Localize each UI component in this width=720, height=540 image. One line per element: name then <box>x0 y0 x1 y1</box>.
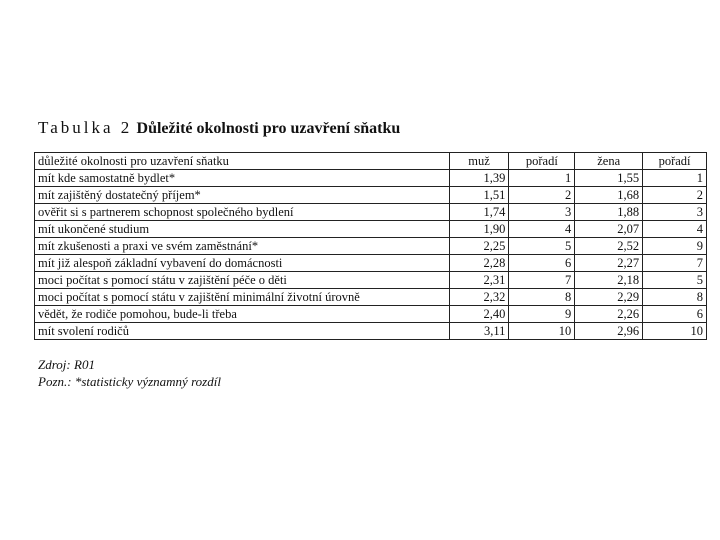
cell-men-rank: 6 <box>509 255 575 272</box>
cell-men-mean: 3,11 <box>449 323 509 340</box>
data-table <box>34 152 707 340</box>
table-row <box>35 323 707 340</box>
cell-women-mean: 1,55 <box>575 170 643 187</box>
cell-men-mean: 2,25 <box>449 238 509 255</box>
header-women-rank: pořadí <box>643 153 707 170</box>
table-number-label: Tabulka 2 <box>38 118 133 137</box>
cell-women-rank: 9 <box>643 238 707 255</box>
cell-women-rank: 6 <box>643 306 707 323</box>
source-note: Zdroj: R01 <box>38 357 95 372</box>
cell-women-rank: 4 <box>643 221 707 238</box>
cell-circumstance: moci počítat s pomocí státu v zajištění péče o děti <box>35 272 450 289</box>
cell-women-mean: 2,96 <box>575 323 643 340</box>
cell-women-rank: 5 <box>643 272 707 289</box>
table-notes <box>38 356 221 390</box>
cell-women-rank: 3 <box>643 204 707 221</box>
table-row <box>35 255 707 272</box>
cell-men-rank: 7 <box>509 272 575 289</box>
cell-men-mean: 1,39 <box>449 170 509 187</box>
cell-circumstance: mít kde samostatně bydlet* <box>35 170 450 187</box>
cell-men-mean: 1,51 <box>449 187 509 204</box>
cell-men-mean: 2,28 <box>449 255 509 272</box>
cell-men-mean: 1,90 <box>449 221 509 238</box>
cell-circumstance: mít již alespoň základní vybavení do domácnosti <box>35 255 450 272</box>
cell-men-mean: 1,74 <box>449 204 509 221</box>
table-row <box>35 187 707 204</box>
cell-women-rank: 1 <box>643 170 707 187</box>
significance-note: Pozn.: *statisticky významný rozdíl <box>38 374 221 389</box>
cell-men-mean: 2,32 <box>449 289 509 306</box>
cell-circumstance: mít zkušenosti a praxi ve svém zaměstnání* <box>35 238 450 255</box>
header-women: žena <box>575 153 643 170</box>
cell-circumstance: mít ukončené studium <box>35 221 450 238</box>
header-circumstance: důležité okolnosti pro uzavření sňatku <box>35 153 450 170</box>
cell-men-mean: 2,31 <box>449 272 509 289</box>
cell-men-rank: 5 <box>509 238 575 255</box>
cell-women-rank: 2 <box>643 187 707 204</box>
cell-men-rank: 3 <box>509 204 575 221</box>
cell-circumstance: moci počítat s pomocí státu v zajištění minimální životní úrovně <box>35 289 450 306</box>
table-body <box>35 170 707 340</box>
cell-women-mean: 2,07 <box>575 221 643 238</box>
table-row <box>35 306 707 323</box>
cell-women-rank: 7 <box>643 255 707 272</box>
cell-men-rank: 10 <box>509 323 575 340</box>
table-row <box>35 221 707 238</box>
cell-men-rank: 9 <box>509 306 575 323</box>
cell-circumstance: ověřit si s partnerem schopnost společného bydlení <box>35 204 450 221</box>
cell-men-rank: 8 <box>509 289 575 306</box>
cell-women-mean: 2,18 <box>575 272 643 289</box>
table-row <box>35 204 707 221</box>
table-row <box>35 170 707 187</box>
table-row <box>35 289 707 306</box>
cell-circumstance: mít zajištěný dostatečný příjem* <box>35 187 450 204</box>
cell-circumstance: vědět, že rodiče pomohou, bude-li třeba <box>35 306 450 323</box>
table-header-row <box>35 153 707 170</box>
table-row <box>35 272 707 289</box>
table-row <box>35 238 707 255</box>
cell-women-rank: 10 <box>643 323 707 340</box>
cell-women-mean: 1,68 <box>575 187 643 204</box>
cell-women-mean: 2,27 <box>575 255 643 272</box>
cell-women-rank: 8 <box>643 289 707 306</box>
cell-men-rank: 1 <box>509 170 575 187</box>
cell-women-mean: 2,52 <box>575 238 643 255</box>
header-men: muž <box>449 153 509 170</box>
header-men-rank: pořadí <box>509 153 575 170</box>
table-caption <box>38 118 400 138</box>
cell-women-mean: 1,88 <box>575 204 643 221</box>
cell-circumstance: mít svolení rodičů <box>35 323 450 340</box>
cell-men-rank: 2 <box>509 187 575 204</box>
cell-women-mean: 2,26 <box>575 306 643 323</box>
cell-men-rank: 4 <box>509 221 575 238</box>
cell-men-mean: 2,40 <box>449 306 509 323</box>
table-title: Důležité okolnosti pro uzavření sňatku <box>136 120 401 137</box>
cell-women-mean: 2,29 <box>575 289 643 306</box>
